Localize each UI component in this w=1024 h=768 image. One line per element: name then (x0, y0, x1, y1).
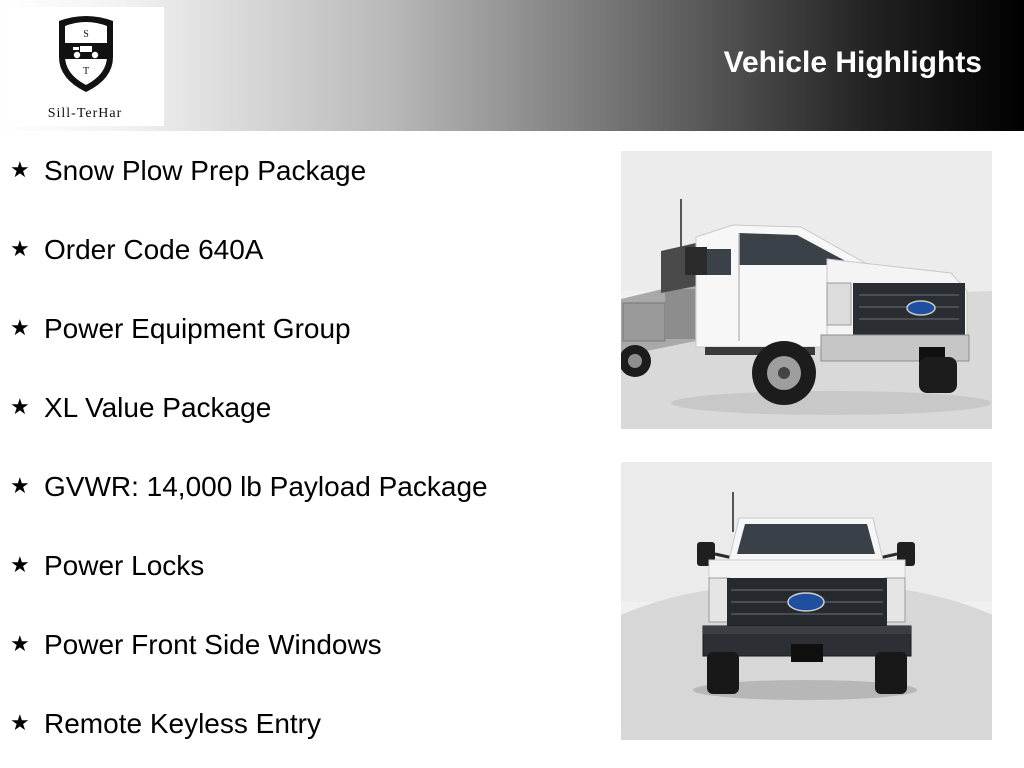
star-icon: ★ (10, 315, 30, 340)
shield-logo-icon (53, 13, 119, 93)
feature-list (10, 150, 600, 768)
feature-item (10, 308, 600, 387)
feature-item (10, 624, 600, 703)
star-icon: ★ (10, 473, 30, 498)
truck-side-photo (621, 151, 992, 429)
header-banner (0, 0, 1024, 131)
feature-item (10, 387, 600, 466)
star-icon: ★ (10, 157, 30, 182)
star-icon: ★ (10, 552, 30, 577)
feature-item (10, 229, 600, 308)
star-icon: ★ (10, 631, 30, 656)
feature-label: Power Front Side Windows (44, 629, 382, 660)
logo-letter-bottom: T (82, 66, 90, 77)
feature-label: Power Equipment Group (44, 313, 351, 344)
truck-side-illustration (621, 151, 992, 429)
feature-label: Order Code 640A (44, 234, 264, 265)
logo-wordmark: Sill-TerHar (47, 106, 123, 121)
dealer-logo (6, 7, 164, 126)
feature-item (10, 545, 600, 624)
truck-front-illustration (621, 462, 992, 740)
logo-letter-top: S (83, 29, 89, 40)
page-title: Vehicle Highlights (723, 46, 982, 79)
feature-label: GVWR: 14,000 lb Payload Package (44, 471, 488, 502)
star-icon: ★ (10, 236, 30, 261)
feature-item (10, 466, 600, 545)
truck-front-photo (621, 462, 992, 740)
feature-label: Power Locks (44, 550, 205, 581)
feature-label: Snow Plow Prep Package (44, 155, 367, 186)
star-icon: ★ (10, 710, 30, 735)
feature-label: XL Value Package (44, 392, 272, 423)
feature-item (10, 703, 600, 768)
feature-label: Remote Keyless Entry (44, 708, 321, 739)
feature-item (10, 150, 600, 229)
star-icon: ★ (10, 394, 30, 419)
